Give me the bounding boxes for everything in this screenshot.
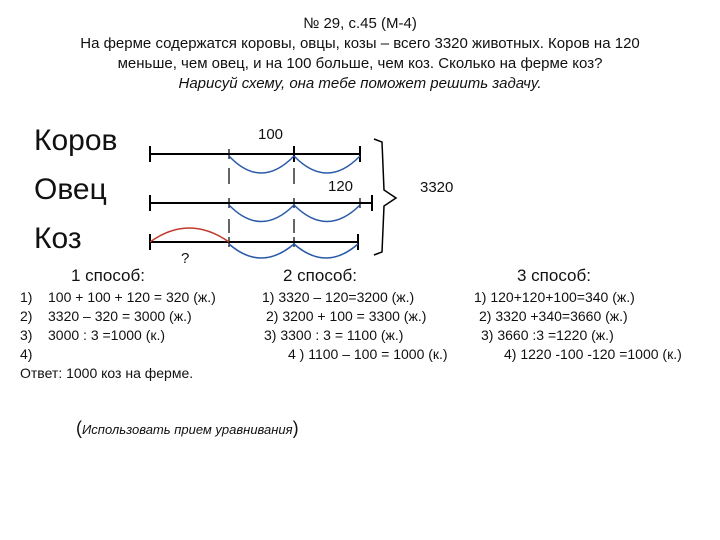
task-number: № 29, с.45 (М-4): [303, 15, 417, 32]
method-hint: [76, 418, 299, 439]
task-condition-line-1: На ферме содержатся коровы, овцы, козы – всего 3320 животных. Коров на 120: [80, 35, 640, 52]
method-3-title: 3 способ:: [517, 266, 591, 285]
hint-close-paren: ): [292, 418, 299, 438]
task-instruction: Нарисуй схему, она тебе поможет решить задачу.: [178, 75, 542, 92]
method-3-step: 3) 3660 :3 =1220 (ж.): [481, 327, 614, 343]
method-2-title: 2 способ:: [283, 266, 357, 285]
method-1-step-num: 2): [20, 308, 33, 324]
method-1-step: 100 + 100 + 120 = 320 (ж.): [48, 289, 216, 305]
method-2-step: 1) 3320 – 120=3200 (ж.): [262, 289, 415, 305]
goats-part-arc: [150, 228, 229, 242]
label-goats: Коз: [34, 222, 82, 255]
label-cows: Коров: [34, 124, 118, 157]
method-1-step-num: 3): [20, 327, 33, 343]
label-120: 120: [328, 178, 354, 195]
method-2-step: 3) 3300 : 3 = 1100 (ж.): [264, 327, 404, 343]
label-unknown: ?: [181, 250, 190, 267]
method-1-step-num: 4): [20, 346, 33, 362]
method-1-step: 3320 – 320 = 3000 (ж.): [48, 308, 192, 324]
method-2-step: 4 ) 1100 – 100 = 1000 (к.): [288, 346, 448, 362]
method-1-title: 1 способ:: [71, 266, 145, 285]
task-condition-line-2: меньше, чем овец, и на 100 больше, чем коз. Сколько на ферме коз?: [117, 55, 603, 72]
method-2-step: 2) 3200 + 100 = 3300 (ж.): [266, 308, 427, 324]
label-total-3320: 3320: [420, 179, 454, 196]
label-100: 100: [258, 126, 284, 143]
method-1-step: 3000 : 3 =1000 (к.): [48, 327, 166, 343]
method-1-step-num: 1): [20, 289, 33, 305]
total-brace: [374, 139, 396, 255]
hint-open-paren: (: [76, 418, 82, 438]
label-sheep: Овец: [34, 173, 107, 206]
method-3-step: 1) 120+120+100=340 (ж.): [474, 289, 635, 305]
method-3-step: 2) 3320 +340=3660 (ж.): [479, 308, 628, 324]
method-3-step: 4) 1220 -100 -120 =1000 (к.): [504, 346, 682, 362]
method-1-answer: Ответ: 1000 коз на ферме.: [20, 365, 194, 381]
hint-text: Использовать прием уравнивания: [82, 422, 293, 437]
